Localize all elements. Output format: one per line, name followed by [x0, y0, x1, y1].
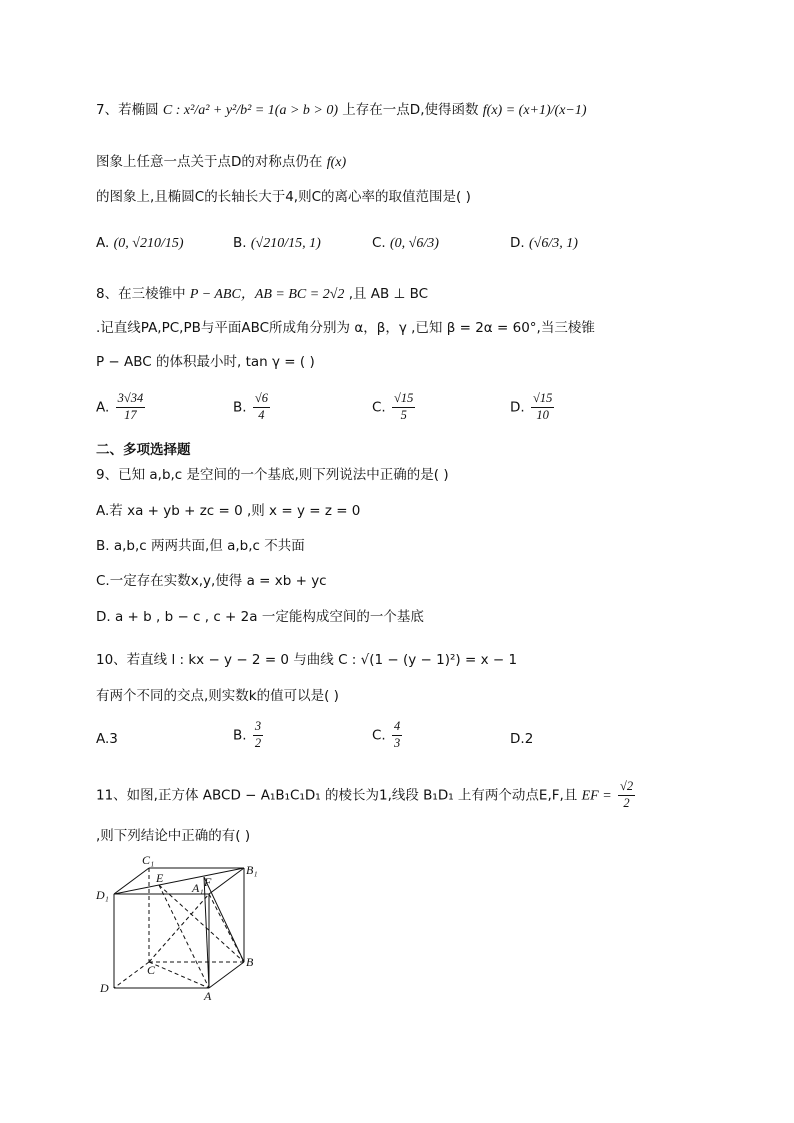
- option-label: B.: [233, 727, 247, 744]
- option-value: (√6/3, 1): [528, 236, 578, 251]
- option-label: A.: [96, 399, 110, 416]
- fraction-denominator: 3: [394, 735, 401, 750]
- fraction-numerator: √15: [392, 392, 415, 408]
- q8-line2: [96, 322, 595, 336]
- label-d: D: [100, 981, 109, 995]
- label-f: F: [204, 875, 212, 889]
- fraction-denominator: 5: [400, 407, 407, 422]
- q7-line2-func: f(x): [326, 155, 347, 170]
- q10-line2: 有两个不同的交点,则实数k的值可以是( ): [96, 688, 339, 704]
- q8-option-a[interactable]: [96, 392, 147, 423]
- option-label: C.: [372, 727, 386, 744]
- option-label: D.: [510, 731, 525, 747]
- q7-option-a[interactable]: [96, 235, 184, 252]
- option-label: D.: [510, 235, 525, 251]
- fraction-numerator: 4: [392, 720, 402, 736]
- fraction-numerator: √15: [531, 392, 554, 408]
- q7-line1: [96, 104, 587, 118]
- option-value: (√210/15, 1): [250, 236, 321, 251]
- cube-figure: [94, 852, 274, 1002]
- label-d1: D₁: [96, 888, 109, 902]
- q7-line2: [96, 156, 346, 170]
- q11-frac-lhs: EF =: [581, 788, 612, 804]
- q11-fraction: [618, 780, 635, 811]
- section-heading: 二、多项选择题: [96, 442, 191, 458]
- label-c1: C₁: [142, 853, 155, 867]
- q11-line1-text: 11、如图,正方体 ABCD − A₁B₁C₁D₁ 的棱长为1,线段 B₁D₁ 上有两个动点E,F,且: [96, 787, 578, 804]
- option-label: C.: [372, 399, 386, 416]
- q10-option-c[interactable]: [372, 720, 404, 751]
- label-e: E: [156, 871, 164, 885]
- label-a: A: [204, 989, 212, 1002]
- q9-option-b[interactable]: B. a,b,c 两两共面,但 a,b,c 不共面: [96, 538, 305, 554]
- q10-line1: 10、若直线 l : kx − y − 2 = 0 与曲线 C : √(1 − (y − 1)²) = x − 1: [96, 652, 518, 668]
- fraction-numerator: √2: [618, 780, 635, 796]
- q7-mid-text: 上存在一点D,使得函数: [342, 102, 479, 118]
- q7-line2-text: 图象上任意一点关于点D的对称点仍在: [96, 154, 323, 170]
- q10-option-d[interactable]: [510, 731, 533, 747]
- q10-option-b[interactable]: [233, 720, 265, 751]
- label-c: C: [147, 963, 156, 977]
- q8-line2-text: .记直线PA,PC,PB与平面ABC所成角分别为 α，β，γ ,已知 β = 2α = 60°,当三棱锥: [96, 320, 595, 336]
- q9-stem: 9、已知 a,b,c 是空间的一个基底,则下列说法中正确的是( ): [96, 467, 449, 483]
- q8-option-d[interactable]: [510, 392, 556, 423]
- option-label: A.: [96, 731, 110, 747]
- option-fraction: [253, 720, 263, 751]
- fraction-denominator: 17: [124, 407, 137, 422]
- q7-option-c[interactable]: [372, 235, 439, 252]
- fraction-denominator: 2: [623, 795, 630, 810]
- q11-line1: [96, 780, 637, 811]
- q8-prefix: 8、在三棱锥中: [96, 286, 186, 302]
- q9-option-d[interactable]: D. a + b , b − c , c + 2a 一定能构成空间的一个基底: [96, 609, 424, 625]
- option-fraction: [253, 392, 270, 423]
- label-b: B: [246, 955, 254, 969]
- q7-line3-text: 的图象上,且椭圆C的长轴长大于4,则C的离心率的取值范围是( ): [96, 189, 471, 205]
- q7-function: f(x) = (x+1)/(x−1): [482, 103, 587, 118]
- q7-line3: [96, 191, 471, 205]
- q9-option-c[interactable]: C.一定存在实数x,y,使得 a = xb + yc: [96, 573, 327, 589]
- q11-line2: ,则下列结论中正确的有( ): [96, 828, 251, 844]
- option-label: D.: [510, 399, 525, 416]
- option-value: (0, √6/3): [390, 236, 439, 251]
- fraction-denominator: 2: [254, 735, 262, 750]
- fraction-denominator: 4: [258, 407, 265, 422]
- label-a1: A₁: [192, 881, 204, 895]
- q8-line3: [96, 356, 315, 370]
- option-value: (0, √210/15): [113, 236, 184, 251]
- option-fraction: [392, 392, 415, 423]
- q7-ellipse-equation: C : x²/a² + y²/b² = 1(a > b > 0): [162, 103, 338, 118]
- q7-prefix: 7、若椭圆: [96, 102, 159, 118]
- option-value: 2: [524, 731, 534, 747]
- q8-math: P − ABC，AB = BC = 2√2: [189, 287, 345, 302]
- fraction-numerator: 3√34: [116, 392, 146, 408]
- q8-option-b[interactable]: [233, 392, 272, 423]
- fraction-numerator: √6: [253, 392, 270, 408]
- option-label: A.: [96, 235, 110, 251]
- q7-option-d[interactable]: [510, 235, 578, 252]
- q8-option-c[interactable]: [372, 392, 417, 423]
- q8-suffix: ,且 AB ⊥ BC: [348, 286, 429, 302]
- option-fraction: [116, 392, 146, 423]
- q8-line1: [96, 288, 428, 302]
- option-label: B.: [233, 399, 247, 416]
- option-fraction: [392, 720, 402, 751]
- q7-option-b[interactable]: [233, 235, 321, 252]
- q9-option-a[interactable]: A.若 xa + yb + zc = 0 ,则 x = y = z = 0: [96, 503, 361, 519]
- q8-line3-text: P − ABC 的体积最小时, tan γ = ( ): [96, 354, 315, 370]
- option-label: B.: [233, 235, 247, 251]
- fraction-numerator: 3: [253, 720, 263, 736]
- q10-option-a[interactable]: [96, 731, 118, 747]
- label-b1: B₁: [246, 863, 258, 877]
- fraction-denominator: 10: [536, 407, 549, 422]
- option-label: C.: [372, 235, 386, 251]
- option-fraction: [531, 392, 554, 423]
- option-value: 3: [109, 731, 118, 747]
